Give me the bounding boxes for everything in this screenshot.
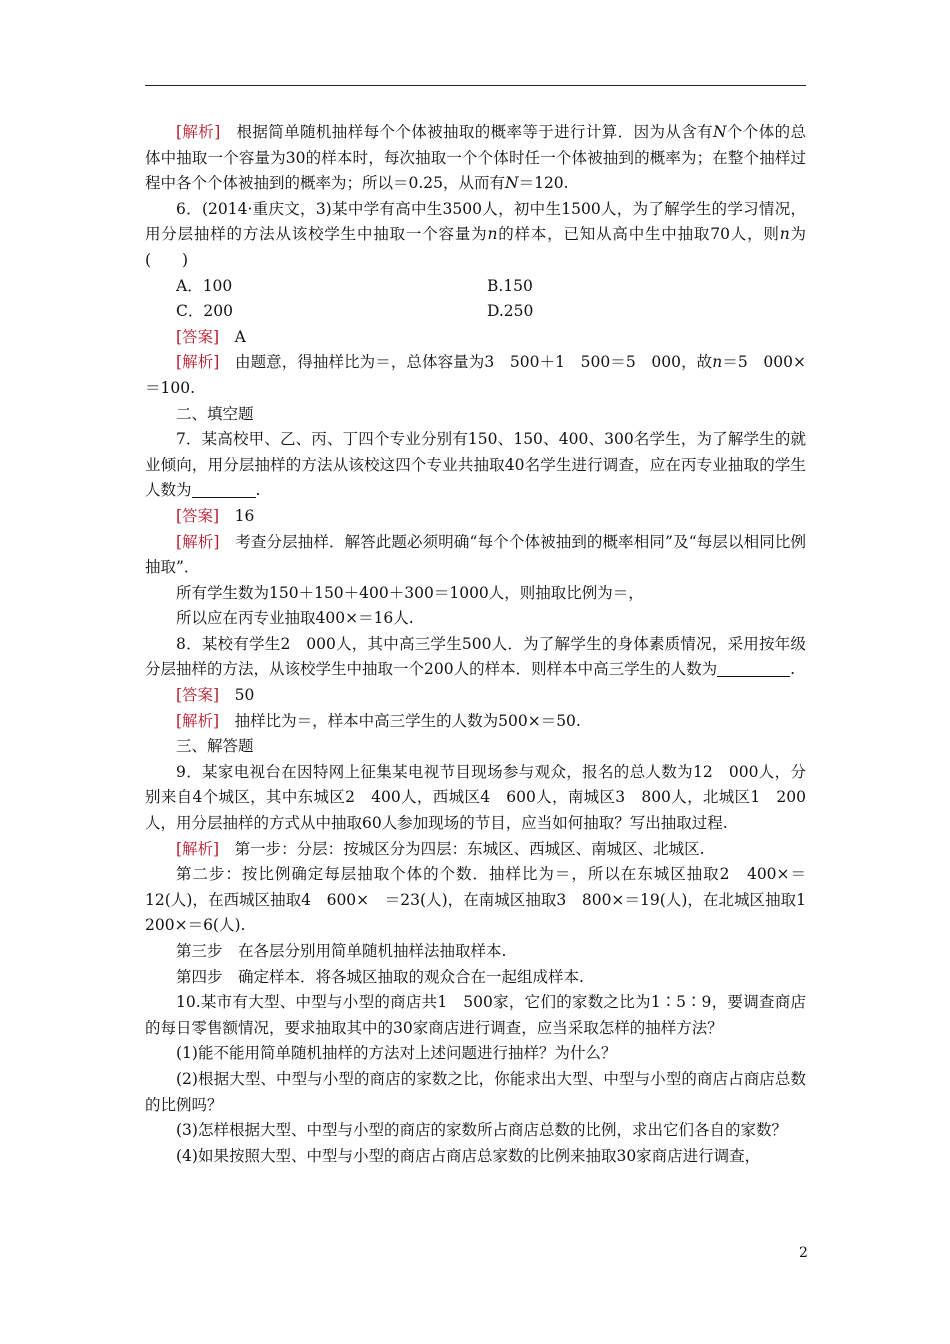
q9-jiexi: [解析] 第一步：分层：按城区分为四层：东城区、西城区、南城区、北城区. [176,839,705,858]
q6-answer: [答案] A [176,327,246,346]
jiexi-tag: [解析] [176,123,221,141]
q8-answer: [答案] 50 [176,686,255,705]
q6-option-d: D.250 [487,302,534,321]
answer-blank-continued [757,660,790,677]
page-number: 2 [799,1245,808,1261]
q10-sub3: (3)怎样根据大型、中型与小型的商店的家数所占商店总数的比例，求出它们各自的家数？ [176,1121,787,1140]
daan-tag: [答案] [176,686,220,705]
daan-tag: [答案] [176,506,220,525]
jiexi-tag: [解析] [176,532,220,551]
q9-step2: 第二步：按比例确定每层抽取个体的个数．抽样比为＝，所以在东城区抽取2 400×＝12(人)，在西城区抽取4 600× ＝23(人)，在南城区抽取3 800×＝19(人)，在北城区抽取1 200×＝6(人). [145,865,822,935]
q7-stem: 7．某高校甲、乙、丙、丁四个专业分别有150、150、400、300名学生，为了解学生的就业倾向，用分层抽样的方法从该校这四个专业共抽取40名学生进行调查，应在丙专业抽取的学生人数为 . [145,430,806,500]
section-heading-answer: 三、解答题 [176,737,254,756]
q9-step4: 第四步 确定样本．将各城区抽取的观众合在一起组成样本. [176,967,584,986]
jiexi-tag: [解析] [176,711,220,730]
q10-sub4: (4)如果按照大型、中型与小型的商店占商店总家数的比例来抽取30家商店进行调查， [176,1146,761,1165]
jiexi-tag: [解析] [176,839,220,858]
q9-stem: 9．某家电视台在因特网上征集某电视节目现场参与观众，报名的总人数为12 000人，分别来自4个城区，其中东城区2 400人，西城区4 600人，南城区3 800人，北城区1 200人，用分层抽样的方式从中抽取60人参加现场的节目，应当如何抽取？写出抽取过程. [145,762,806,833]
q6-option-b: B.150 [487,276,533,295]
q6-options-row-2 [145,299,806,325]
header-rule [145,85,806,86]
q8-stem: 8．某校有学生2 000人，其中高三学生500人．为了解学生的身体素质情况，采用按年级分层抽样的方法，从该校学生中抽取一个200人的样本．则样本中高三学生的人数为 . [145,634,806,679]
page-content [145,120,822,1169]
q7-jiexi-line3: 所以应在丙专业抽取400×＝16人. [176,609,414,628]
answer-blank [192,481,256,498]
q6-option-c: C．200 [176,302,233,321]
q8-jiexi: [解析] 抽样比为＝，样本中高三学生的人数为500×＝50. [176,711,581,730]
q7-jiexi: [解析] 考查分层抽样．解答此题必须明确“每个个体被抽到的概率相同”及“每层以相同比例抽取”． [145,532,806,577]
q7-answer: [答案] 16 [176,506,255,525]
q10-stem: 10.某市有大型、中型与小型的商店共1 500家，它们的家数之比为1∶5∶9，要调查商店的每日零售额情况，要求抽取其中的30家商店进行调查，应当采取怎样的抽样方法？ [145,993,806,1037]
jiexi-tag: [解析] [176,353,220,372]
q6-stem: 6．(2014·重庆文，3)某中学有高中生3500人，初中生1500人，为了解学生的学习情况，用分层抽样的方法从该校学生中抽取一个容量为n的样本，已知从高中生中抽取70人，则n为( ) [145,199,806,269]
q9-step3: 第三步 在各层分别用简单随机抽样法抽取样本. [176,942,507,960]
q10-sub2: (2)根据大型、中型与小型的商店的家数之比，你能求出大型、中型与小型的商店占商店总数的比例吗？ [145,1069,806,1114]
answer-blank [717,660,757,677]
daan-tag: [答案] [176,327,220,346]
q6-option-a: A．100 [176,276,233,295]
section-heading-fill-in: 二、填空题 [176,404,254,423]
q5-jiexi: [解析] 根据简单随机抽样每个个体被抽取的概率等于进行计算．因为从含有N个个体的总体中抽取一个容量为30的样本时，每次抽取一个个体时任一个体被抽到的概率为；在整个抽样过程中各个个体被抽到的概率为；所以＝0.25，从而有N＝120. [145,123,806,193]
q6-jiexi: [解析] 由题意，得抽样比为＝，总体容量为3 500＋1 500＝5 000，故n＝5 000×＝100. [145,353,806,397]
q6-options-row-1 [145,274,806,300]
q10-sub1: (1)能不能用简单随机抽样的方法对上述问题进行抽样？为什么？ [176,1044,617,1063]
q7-jiexi-line2: 所有学生数为150＋150＋400＋300＝1000人，则抽取比例为＝， [176,583,644,602]
